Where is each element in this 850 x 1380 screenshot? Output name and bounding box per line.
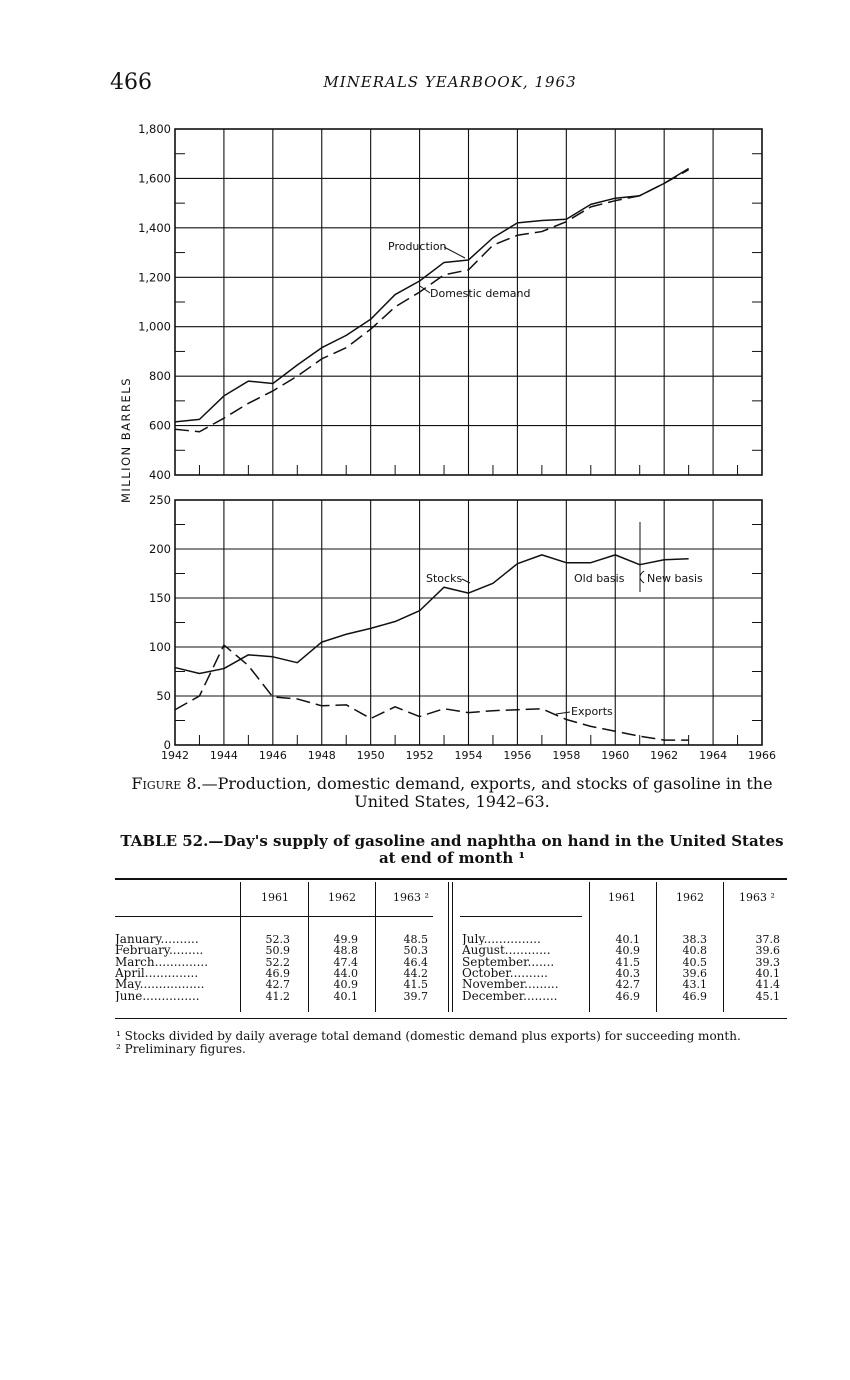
table-cell: 44.2 xyxy=(403,966,428,980)
series-label-stocks: Stocks xyxy=(426,572,463,585)
table-cell: 50.9 xyxy=(265,944,290,958)
col-header-1962: 1962 xyxy=(328,891,356,904)
table-cell: 40.1 xyxy=(615,933,640,946)
col-divider-double xyxy=(452,882,453,1012)
col-header-1961: 1961 xyxy=(261,891,289,904)
row-month-label: April.............. xyxy=(115,967,199,980)
leader-line xyxy=(420,286,430,293)
annotation-new-basis: New basis xyxy=(647,572,703,585)
table-cell: 46.9 xyxy=(682,989,707,1003)
y-tick-label: 800 xyxy=(149,369,171,384)
row-month-label: July............... xyxy=(462,934,541,946)
y-tick-label: 250 xyxy=(149,493,171,507)
table-cell: 48.5 xyxy=(403,933,428,946)
x-tick-label: 1956 xyxy=(503,749,532,762)
row-month-label: May................. xyxy=(115,979,205,991)
figure-caption xyxy=(112,775,792,811)
y-tick-label: 1,800 xyxy=(138,122,171,136)
row-month-label: October.......... xyxy=(462,967,548,980)
y-tick-label: 1,200 xyxy=(138,270,171,285)
footnote-2: ² Preliminary figures. xyxy=(116,1042,246,1056)
table-cell: 40.5 xyxy=(682,955,707,969)
row-month-label: June............... xyxy=(115,990,200,1002)
y-tick-label: 100 xyxy=(149,640,171,654)
figure-caption-text: —Production, domestic demand, exports, and stocks of gasoline in the United States, 1942–63. xyxy=(201,774,773,811)
table-cell: 46.9 xyxy=(615,989,640,1003)
table-cell: 46.4 xyxy=(403,955,428,969)
days-supply-table xyxy=(115,878,787,1018)
table-cell: 42.7 xyxy=(265,978,290,992)
table-cell: 48.8 xyxy=(333,944,358,958)
table-cell: 43.1 xyxy=(682,978,707,992)
table-cell: 39.7 xyxy=(403,989,428,1003)
table-cell: 46.9 xyxy=(265,966,290,980)
table-cell: 40.9 xyxy=(615,944,640,958)
table-cell: 50.3 xyxy=(403,944,428,958)
table-cell: 39.3 xyxy=(755,955,780,969)
y-tick-label: 50 xyxy=(156,689,171,703)
col-header-1963: 1963 ² xyxy=(739,891,775,904)
x-tick-label: 1966 xyxy=(748,749,776,762)
brace xyxy=(640,571,644,583)
table-cell: 45.1 xyxy=(755,989,780,1003)
y-tick-label: 0 xyxy=(163,738,171,752)
series-line-domestic-demand xyxy=(175,170,689,432)
y-tick-label: 150 xyxy=(149,591,171,605)
table-title-line2: at end of month ¹ xyxy=(378,849,526,867)
col-divider xyxy=(240,882,241,1012)
row-month-label: March.............. xyxy=(115,956,209,968)
row-month-label: January.......... xyxy=(115,934,199,946)
table-cell: 41.5 xyxy=(403,978,428,992)
x-tick-label: 1944 xyxy=(209,749,238,762)
table-cell: 47.4 xyxy=(333,955,358,969)
x-tick-label: 1962 xyxy=(650,749,679,762)
y-tick-label: 600 xyxy=(149,418,171,433)
y-tick-label: 400 xyxy=(149,468,171,482)
series-label-production: Production xyxy=(388,240,447,253)
page-number: 466 xyxy=(110,70,152,95)
series-label-exports: Exports xyxy=(571,705,613,718)
row-month-label: August............ xyxy=(462,945,551,957)
row-month-label: February......... xyxy=(115,945,204,957)
table-cell: 42.7 xyxy=(615,978,640,992)
col-divider xyxy=(723,882,724,1012)
table-cell: 40.8 xyxy=(682,944,707,958)
table-cell: 40.3 xyxy=(615,966,640,980)
table-cell: 38.3 xyxy=(682,933,707,946)
table-cell: 41.5 xyxy=(615,955,640,969)
table-cell: 52.3 xyxy=(265,933,290,946)
table-title-line1: TABLE 52.—Day's supply of gasoline and naphtha on hand in the United States xyxy=(120,832,784,850)
col-divider xyxy=(656,882,657,1012)
figure-number: 8. xyxy=(186,774,202,793)
x-tick-label: 1948 xyxy=(307,749,336,762)
row-month-label: September....... xyxy=(462,956,555,968)
x-tick-label: 1952 xyxy=(405,749,434,762)
x-tick-label: 1958 xyxy=(552,749,581,762)
table-cell: 41.2 xyxy=(265,989,290,1003)
col-header-1961: 1961 xyxy=(608,891,636,904)
col-header-1962: 1962 xyxy=(676,891,704,904)
y-tick-label: 1,400 xyxy=(138,220,171,235)
y-tick-label: 1,600 xyxy=(138,171,171,186)
table-cell: 49.9 xyxy=(333,933,358,946)
running-title: MINERALS YEARBOOK, 1963 xyxy=(323,73,577,91)
x-tick-label: 1942 xyxy=(161,749,189,762)
y-axis-label: MILLION BARRELS xyxy=(119,376,133,504)
row-month-label: November......... xyxy=(462,979,559,991)
y-tick-label: 200 xyxy=(149,542,171,556)
table-cell: 39.6 xyxy=(755,944,780,958)
table-cell: 52.2 xyxy=(265,955,290,969)
x-tick-label: 1964 xyxy=(699,749,728,762)
col-divider-double xyxy=(448,882,449,1012)
row-month-label: December......... xyxy=(462,990,558,1002)
table-cell: 40.1 xyxy=(755,966,780,980)
table-title xyxy=(112,833,792,867)
x-tick-label: 1950 xyxy=(356,749,385,762)
series-line-exports xyxy=(175,645,689,740)
col-header-1963: 1963 ² xyxy=(393,891,429,904)
table-cell: 41.4 xyxy=(755,978,780,992)
col-divider xyxy=(308,882,309,1012)
table-top-rule xyxy=(115,878,787,880)
footnote-1: ¹ Stocks divided by daily average total demand (domestic demand plus exports) for succeeding month. xyxy=(116,1029,741,1043)
table-bottom-rule xyxy=(115,1018,787,1019)
x-tick-label: 1960 xyxy=(601,749,630,762)
series-label-domestic-demand: Domestic demand xyxy=(430,287,531,300)
table-cell: 40.1 xyxy=(333,989,358,1003)
figure-label: Figure xyxy=(131,774,182,793)
footnotes xyxy=(116,1030,741,1056)
y-tick-label: 1,000 xyxy=(138,319,171,334)
leader-line xyxy=(556,712,570,714)
col-divider xyxy=(375,882,376,1012)
table-cell: 39.6 xyxy=(682,966,707,980)
leader-line xyxy=(444,247,465,258)
table-cell: 37.8 xyxy=(755,933,780,946)
x-tick-label: 1946 xyxy=(258,749,287,762)
header-rule-right xyxy=(460,916,582,917)
x-tick-label: 1954 xyxy=(454,749,483,762)
annotation-old-basis: Old basis xyxy=(574,572,625,585)
header-rule-left xyxy=(115,916,433,917)
table-cell: 44.0 xyxy=(333,966,358,980)
col-divider xyxy=(589,882,590,1012)
table-cell: 40.9 xyxy=(333,978,358,992)
